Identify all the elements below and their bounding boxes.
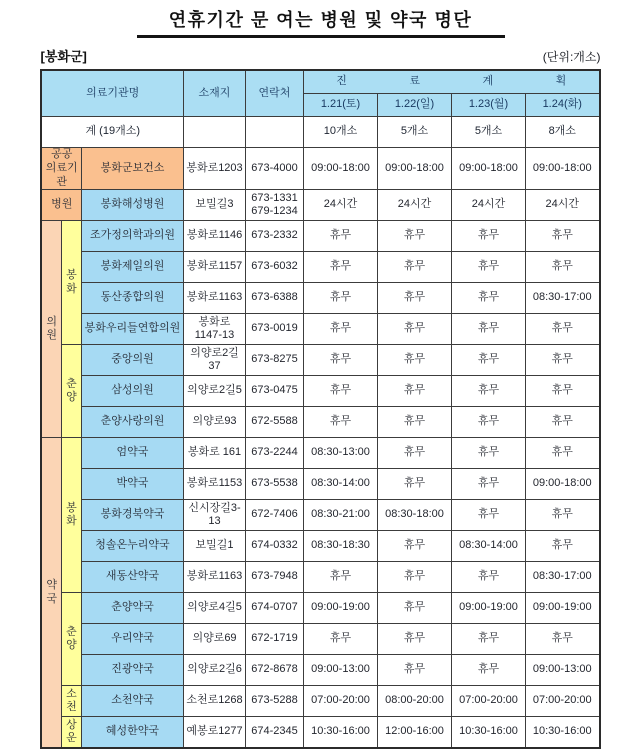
hours-cell: 08:30-17:00 [526,562,600,593]
closed-cell: 휴무 [378,407,452,438]
hours-cell: 09:00-18:00 [304,148,378,190]
facility-name-cell: 새동산약국 [81,562,183,593]
empty-location-cell [184,117,246,148]
closed-cell: 휴무 [378,438,452,469]
header-date-cell: 1.21(토) [304,94,378,117]
address-cell: 보밀길3 [184,190,246,221]
hours-cell: 09:00-18:00 [526,148,600,190]
facility-name-cell: 중앙의원 [81,345,183,376]
hours-cell: 09:00-13:00 [304,655,378,686]
phone-cell: 673-7948 [246,562,304,593]
hours-cell: 07:00-20:00 [304,686,378,717]
address-cell: 봉화로1163 [184,562,246,593]
table-row [41,252,599,283]
address-cell: 의양로2길5 [184,376,246,407]
closed-cell: 휴무 [378,345,452,376]
table-body [41,117,599,749]
table-row [41,686,599,717]
subgroup-label-cell: 춘양 [61,345,81,438]
page-title: 연휴기간 문 여는 병원 및 약국 명단 [168,10,473,30]
closed-cell: 휴무 [304,345,378,376]
hours-cell: 10:30-16:00 [452,717,526,749]
closed-cell: 휴무 [526,500,600,531]
closed-cell: 휴무 [452,252,526,283]
closed-cell: 휴무 [526,438,600,469]
subgroup-label-cell: 소천 [61,686,81,717]
facility-name-cell: 혜성한약국 [81,717,183,749]
facility-name-cell: 청솔온누리약국 [81,531,183,562]
hours-cell: 07:00-20:00 [526,686,600,717]
closed-cell: 휴무 [304,221,378,252]
table-row [41,376,599,407]
hours-cell: 10:30-16:00 [304,717,378,749]
hours-cell: 24시간 [304,190,378,221]
facility-name-cell: 조가정의학과의원 [81,221,183,252]
hours-cell: 08:30-21:00 [304,500,378,531]
address-cell: 예봉로1277 [184,717,246,749]
closed-cell: 휴무 [378,221,452,252]
header-date-cell: 1.23(월) [452,94,526,117]
table-row [41,562,599,593]
total-count-cell: 8개소 [526,117,600,148]
address-cell: 소천로1268 [184,686,246,717]
total-count-cell: 10개소 [304,117,378,148]
closed-cell: 휴무 [526,314,600,345]
hours-cell: 09:00-13:00 [526,655,600,686]
group-label-cell: 공공 의료기관 [41,148,81,190]
phone-cell: 672-1719 [246,624,304,655]
closed-cell: 휴무 [452,283,526,314]
closed-cell: 휴무 [304,376,378,407]
closed-cell: 휴무 [452,407,526,438]
hours-cell: 09:00-18:00 [452,148,526,190]
closed-cell: 휴무 [526,345,600,376]
phone-cell: 674-0707 [246,593,304,624]
closed-cell: 휴무 [378,376,452,407]
address-cell: 봉화로 161 [184,438,246,469]
facility-name-cell: 봉화해성병원 [81,190,183,221]
table-row [41,469,599,500]
facility-name-cell: 봉화경북약국 [81,500,183,531]
closed-cell: 휴무 [452,500,526,531]
total-row [41,117,599,148]
closed-cell: 휴무 [452,655,526,686]
table-row [41,624,599,655]
hours-cell: 09:00-18:00 [378,148,452,190]
phone-cell: 673-2332 [246,221,304,252]
phone-cell: 673-4000 [246,148,304,190]
title-underline [137,35,505,38]
phone-cell: 673-0475 [246,376,304,407]
hours-cell: 08:30-18:30 [304,531,378,562]
closed-cell: 휴무 [378,314,452,345]
header-plan [304,70,600,94]
subgroup-label-cell: 봉화 [61,438,81,593]
facility-name-cell: 박약국 [81,469,183,500]
hours-cell: 09:00-18:00 [526,469,600,500]
phone-cell-line: 679-1234 [251,205,298,218]
facility-name-cell: 엄약국 [81,438,183,469]
table-row [41,345,599,376]
header-date-cell: 1.22(일) [378,94,452,117]
hours-cell: 08:30-13:00 [304,438,378,469]
closed-cell: 휴무 [304,252,378,283]
phone-cell: 674-0332 [246,531,304,562]
closed-cell: 휴무 [378,655,452,686]
hours-cell: 24시간 [526,190,600,221]
phone-cell-line: 673-1331 [251,191,298,204]
address-cell: 봉화로1153 [184,469,246,500]
table-row [41,407,599,438]
hours-cell: 09:00-19:00 [304,593,378,624]
table-row [41,438,599,469]
closed-cell: 휴무 [304,624,378,655]
header-contact: 연락처 [246,70,304,117]
address-cell: 봉화로1157 [184,252,246,283]
plan-letter: 료 [409,75,420,88]
plan-letters [305,75,598,89]
hours-cell: 08:30-18:00 [378,500,452,531]
schedule-table [40,69,600,749]
hours-cell: 08:00-20:00 [378,686,452,717]
subheader-row [41,46,601,65]
header-facility: 의료기관명 [41,70,183,117]
table-row [41,717,599,749]
address-cell: 신시장길3-13 [184,500,246,531]
closed-cell: 휴무 [452,345,526,376]
table-row [41,221,599,252]
closed-cell: 휴무 [378,531,452,562]
address-cell: 의양로4길5 [184,593,246,624]
subgroup-label-cell: 춘양 [61,593,81,686]
closed-cell: 휴무 [378,283,452,314]
closed-cell: 휴무 [526,376,600,407]
closed-cell: 휴무 [452,314,526,345]
address-cell: 의양로93 [184,407,246,438]
header-location: 소재지 [184,70,246,117]
hours-cell: 24시간 [452,190,526,221]
hours-cell: 07:00-20:00 [452,686,526,717]
address-cell: 봉화로1147-13 [184,314,246,345]
phone-cell: 673-2244 [246,438,304,469]
closed-cell: 휴무 [378,469,452,500]
phone-cell: 673-5288 [246,686,304,717]
group-label-cell: 약국 [41,438,61,749]
closed-cell: 휴무 [304,407,378,438]
hours-cell: 12:00-16:00 [378,717,452,749]
phone-cell: 672-5588 [246,407,304,438]
plan-letter: 계 [482,75,494,88]
closed-cell: 휴무 [304,314,378,345]
hours-cell: 10:30-16:00 [526,717,600,749]
facility-name-cell: 진광약국 [81,655,183,686]
facility-name-cell: 우리약국 [81,624,183,655]
closed-cell: 휴무 [526,531,600,562]
region-label: [봉화군] [40,49,87,64]
closed-cell: 휴무 [452,624,526,655]
closed-cell: 휴무 [378,624,452,655]
plan-letter: 진 [336,75,347,88]
table-row [41,531,599,562]
facility-name-cell: 춘양약국 [81,593,183,624]
phone-cell: 673-6032 [246,252,304,283]
total-label-cell: 계 (19개소) [41,117,183,148]
subgroup-label-cell: 봉화 [61,221,81,345]
closed-cell: 휴무 [304,283,378,314]
plan-letter: 획 [555,75,567,88]
address-cell: 봉화로1203 [184,148,246,190]
hours-cell: 08:30-14:00 [452,531,526,562]
group-label-cell: 병원 [41,190,81,221]
closed-cell: 휴무 [526,252,600,283]
phone-cell: 672-8678 [246,655,304,686]
facility-name-cell: 동산종합의원 [81,283,183,314]
facility-name-cell: 춘양사랑의원 [81,407,183,438]
hours-cell: 09:00-19:00 [452,593,526,624]
unit-label: (단위:개소) [542,50,601,64]
table-row [41,655,599,686]
phone-cell: 673-6388 [246,283,304,314]
address-cell: 봉화로1146 [184,221,246,252]
facility-name-cell: 봉화우리들연합의원 [81,314,183,345]
total-count-cell: 5개소 [452,117,526,148]
table-header [41,70,599,117]
hours-cell: 08:30-14:00 [304,469,378,500]
facility-name-cell: 삼성의원 [81,376,183,407]
closed-cell: 휴무 [304,562,378,593]
header-date-cell: 1.24(화) [526,94,600,117]
address-cell: 의양로69 [184,624,246,655]
address-cell: 의양로2길6 [184,655,246,686]
title-block [0,4,641,38]
closed-cell: 휴무 [452,562,526,593]
closed-cell: 휴무 [526,221,600,252]
closed-cell: 휴무 [378,562,452,593]
empty-contact-cell [246,117,304,148]
subgroup-label-cell: 상운 [61,717,81,749]
closed-cell: 휴무 [452,438,526,469]
table-row [41,593,599,624]
table-row [41,148,599,190]
closed-cell: 휴무 [452,221,526,252]
closed-cell: 휴무 [526,407,600,438]
closed-cell: 휴무 [452,469,526,500]
hours-cell: 24시간 [378,190,452,221]
phone-cell: 673-8275 [246,345,304,376]
table-row [41,190,599,221]
closed-cell: 휴무 [526,624,600,655]
group-label-cell: 의원 [41,221,61,438]
closed-cell: 휴무 [378,252,452,283]
facility-name-cell: 봉화군보건소 [81,148,183,190]
address-cell: 의양로2길37 [184,345,246,376]
hours-cell: 09:00-19:00 [526,593,600,624]
phone-cell: 674-2345 [246,717,304,749]
phone-cell: 672-7406 [246,500,304,531]
closed-cell: 휴무 [378,593,452,624]
address-cell: 봉화로1163 [184,283,246,314]
table-row [41,314,599,345]
phone-cell [246,190,304,221]
phone-cell: 673-5538 [246,469,304,500]
facility-name-cell: 소천약국 [81,686,183,717]
total-count-cell: 5개소 [378,117,452,148]
closed-cell: 휴무 [452,376,526,407]
address-cell: 보밀길1 [184,531,246,562]
table-row [41,500,599,531]
facility-name-cell: 봉화제일의원 [81,252,183,283]
hours-cell: 08:30-17:00 [526,283,600,314]
table-row [41,283,599,314]
phone-cell: 673-0019 [246,314,304,345]
